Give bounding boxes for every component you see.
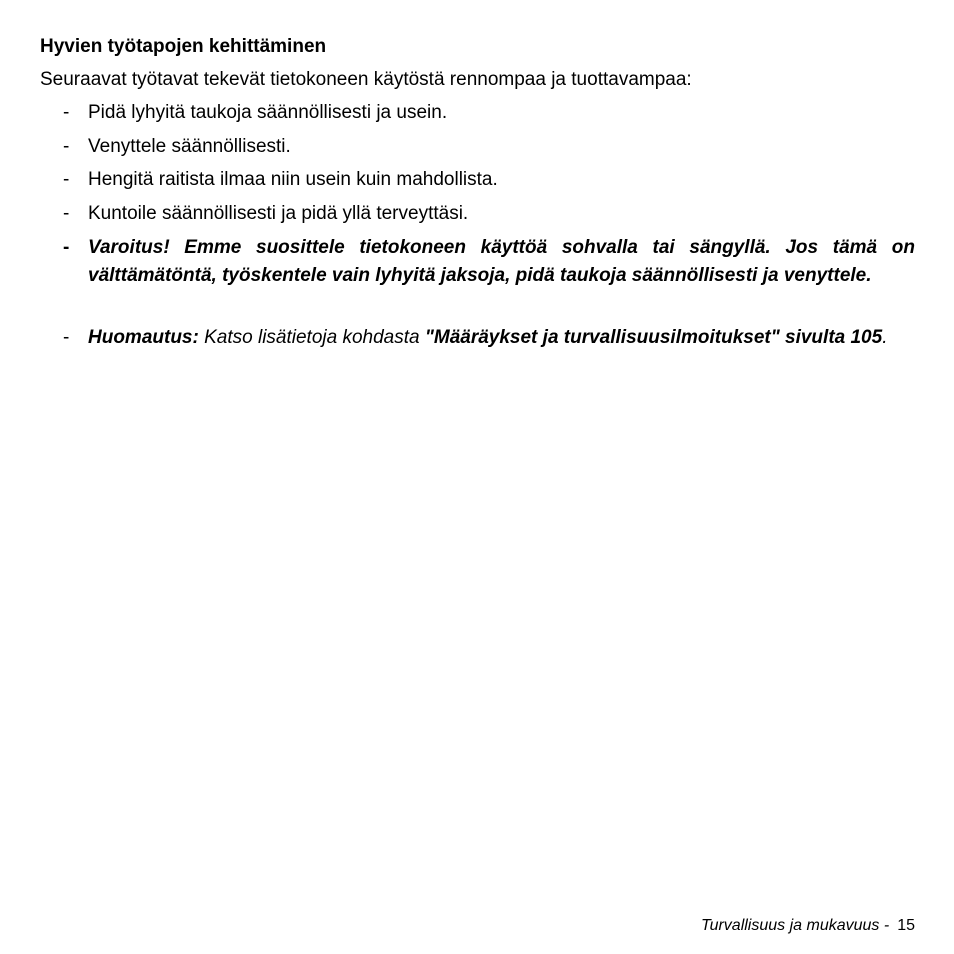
section-heading: Hyvien työtapojen kehittäminen	[40, 36, 327, 57]
note-body: Katso lisätietoja kohdasta	[198, 327, 425, 348]
list-dash: -	[63, 102, 70, 123]
note-label: Huomautus:	[88, 327, 199, 348]
list-dash: -	[63, 237, 70, 258]
section-intro: Seuraavat työtavat tekevät tietokoneen käytöstä rennompaa ja tuottavampaa:	[40, 69, 692, 90]
list-dash: -	[63, 203, 70, 224]
note-reference-link[interactable]: "Määräykset ja turvallisuusilmoitukset" sivulta 105	[424, 327, 883, 348]
list-dash: -	[63, 136, 70, 157]
warning-text: Varoitus! Emme suosittele tietokoneen käyttöä sohvalla tai sängyllä. Jos tämä on välttämätöntä, työskentele vain lyhyitä jaksoja, pidä taukoja säännöllisesti ja venyttele.	[88, 237, 915, 286]
list-dash: -	[63, 327, 70, 348]
list-item-text: Venyttele säännöllisesti.	[88, 136, 291, 157]
list-item-text: Kuntoile säännöllisesti ja pidä yllä terveyttäsi.	[88, 203, 469, 224]
list-dash: -	[63, 169, 70, 190]
footer-title: Turvallisuus ja mukavuus -	[700, 917, 890, 934]
note-text	[88, 324, 915, 352]
page-number: 15	[897, 917, 915, 934]
note-end: .	[882, 327, 888, 348]
list-item-text: Pidä lyhyitä taukoja säännöllisesti ja usein.	[88, 102, 448, 123]
list-item-text: Hengitä raitista ilmaa niin usein kuin mahdollista.	[88, 169, 498, 190]
page-footer	[701, 916, 915, 936]
